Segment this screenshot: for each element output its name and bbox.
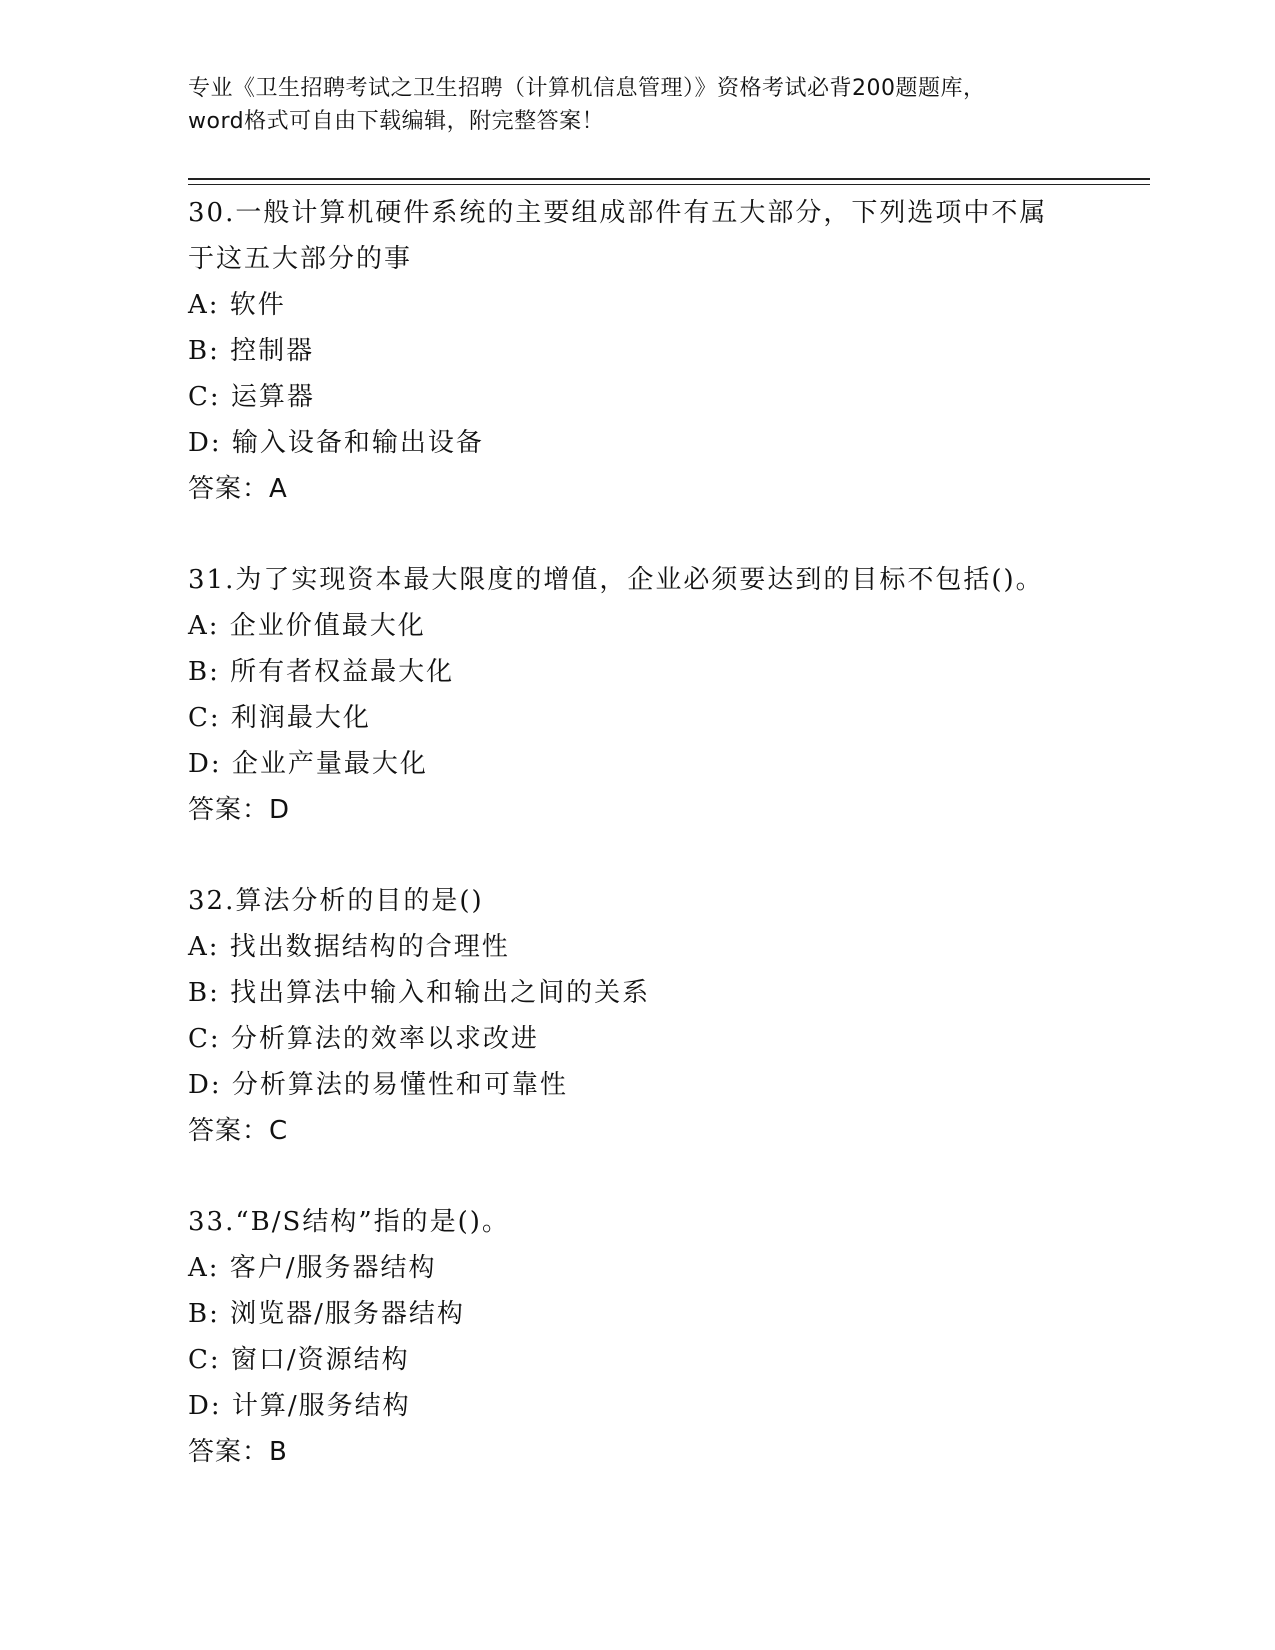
question-32 xyxy=(188,878,1088,1154)
option-d: D: 计算/服务结构 xyxy=(188,1391,411,1421)
option-d: D: 输入设备和输出设备 xyxy=(188,428,484,458)
answer: 答案：D xyxy=(188,795,291,825)
option-c: C: 利润最大化 xyxy=(188,703,371,733)
document-header xyxy=(188,72,1088,138)
option-c: C: 运算器 xyxy=(188,382,315,412)
option-a: A: 软件 xyxy=(188,290,286,320)
option-b: B: 找出算法中输入和输出之间的关系 xyxy=(188,978,651,1008)
option-b: B: 控制器 xyxy=(188,336,315,366)
answer: 答案：B xyxy=(188,1437,288,1467)
option-a: A: 企业价值最大化 xyxy=(188,611,426,641)
option-b: B: 浏览器/服务器结构 xyxy=(188,1299,465,1329)
question-stem-continued: 于这五大部分的事 xyxy=(188,244,413,274)
header-divider xyxy=(188,178,1150,185)
answer: 答案：A xyxy=(188,474,288,504)
question-stem: 33.“B/S结构”指的是()。 xyxy=(188,1207,510,1237)
option-a: A: 找出数据结构的合理性 xyxy=(188,932,510,962)
option-b: B: 所有者权益最大化 xyxy=(188,657,455,687)
question-stem: 31.为了实现资本最大限度的增值，企业必须要达到的目标不包括()。 xyxy=(188,565,1044,595)
option-a: A: 客户/服务器结构 xyxy=(188,1253,437,1283)
option-d: D: 企业产量最大化 xyxy=(188,749,428,779)
option-c: C: 分析算法的效率以求改进 xyxy=(188,1024,539,1054)
header-line-1: 专业《卫生招聘考试之卫生招聘（计算机信息管理）》资格考试必背200题题库， xyxy=(188,76,986,101)
header-line-2: word格式可自由下载编辑，附完整答案！ xyxy=(188,109,605,134)
question-stem: 30.一般计算机硬件系统的主要组成部件有五大部分，下列选项中不属 xyxy=(188,198,1048,228)
question-33 xyxy=(188,1199,1088,1475)
option-c: C: 窗口/资源结构 xyxy=(188,1345,410,1375)
question-stem: 32.算法分析的目的是() xyxy=(188,886,484,916)
question-list xyxy=(188,190,1088,1520)
option-d: D: 分析算法的易懂性和可靠性 xyxy=(188,1070,568,1100)
answer: 答案：C xyxy=(188,1116,289,1146)
question-31 xyxy=(188,557,1088,833)
question-30 xyxy=(188,190,1088,512)
